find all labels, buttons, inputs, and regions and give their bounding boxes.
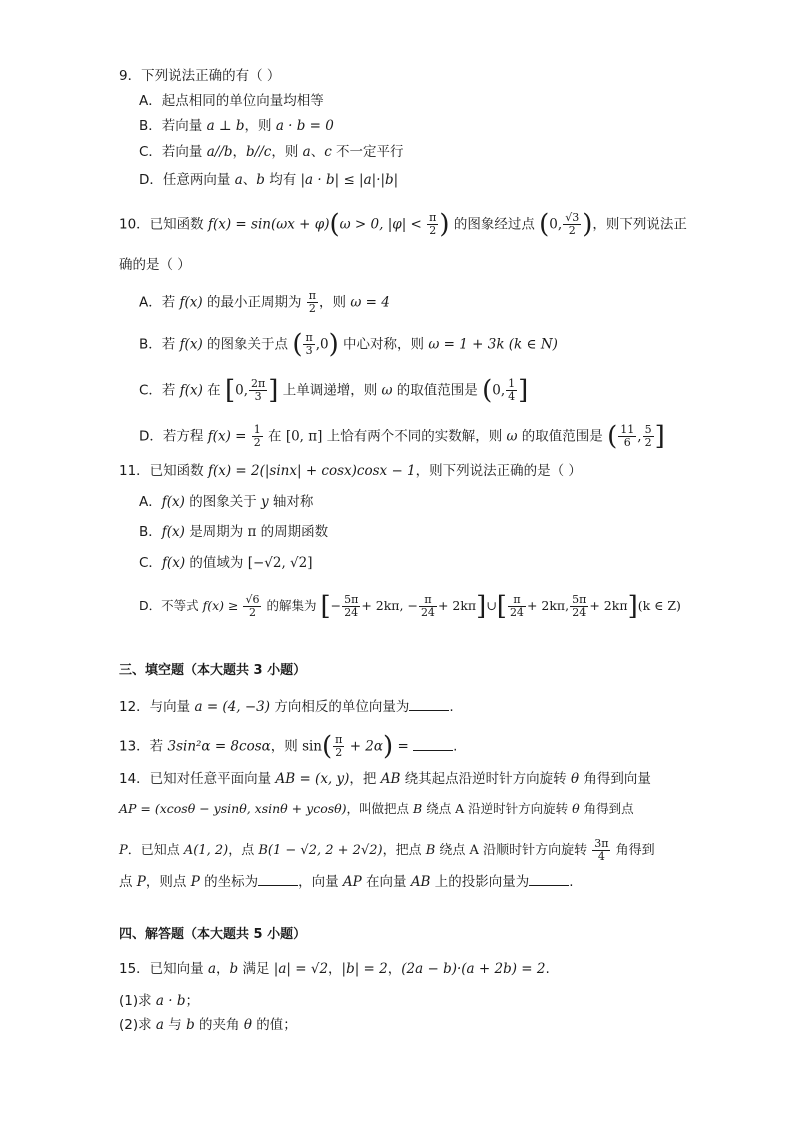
5-over-2-fraction: $\frac{5}{2}$	[644, 423, 652, 449]
q12: 12．与向量 a = (4, −3) 方向相反的单位向量为 .	[119, 696, 454, 716]
q10-option-c: C．若 f(x) 在 [0, $\frac{2\pi}{3}$ ] 上单调递增，则 ω 的取值范围是 (0, $\frac{1}{4}$ ]	[139, 375, 529, 406]
5pi-over-24-fraction: $\frac{5\pi}{24}$	[572, 593, 587, 619]
pi-over-3-fraction: $\frac{\pi}{3}$	[305, 331, 313, 357]
q9-option-b: B．若向量 a ⊥ b，则 a · b = 0	[139, 118, 334, 134]
q10-option-b: B．若 f(x) 的图象关于点 ( $\frac{\pi}{3}$ ,0) 中心对称，则 ω = 1 + 3k (k ∈ N)	[139, 329, 558, 360]
pi-over-24-fraction: $\frac{\pi}{24}$	[420, 593, 435, 619]
pi-over-2-fraction: $\frac{\pi}{2}$	[308, 289, 317, 315]
q11-option-b: B．f(x) 是周期为 π 的周期函数	[139, 524, 329, 540]
q11-option-d: D．不等式 f(x) ≥ $\frac{√6}{2}$ 的解集为 [− $\frac{5\pi}{24}$ + 2kπ, − $\frac{\pi}{24}$ + 2kπ]∪[ $\frac{\pi}{24}$ + 2kπ, $\frac{5\pi}{24}$ + 2kπ](k ∈ Z)	[139, 591, 681, 622]
11-over-6-fraction: $\frac{11}{6}$	[620, 423, 635, 449]
5pi-over-24-fraction: $\frac{5\pi}{24}$	[344, 593, 359, 619]
q11-option-c: C．f(x) 的值域为 [−√2, √2]	[139, 555, 313, 571]
1-over-4-fraction: $\frac{1}{4}$	[508, 377, 516, 403]
1-over-2-fraction: $\frac{1}{2}$	[253, 423, 261, 449]
q14-line2: AP = (xcosθ − ysinθ, xsinθ + ycosθ)，叫做把点 B 绕点 A 沿逆时针方向旋转 θ 角得到点	[119, 801, 634, 816]
answer-blank[interactable]	[413, 736, 453, 751]
q9-option-c: C．若向量 a//b，b//c，则 a、c 不一定平行	[139, 144, 404, 160]
q9-stem: 9．下列说法正确的有（ ）	[119, 68, 281, 84]
answer-blank[interactable]	[258, 871, 298, 886]
q11-stem: 11．已知函数 f(x) = 2(|sinx| + cosx)cosx − 1，则下列说法正确的是（ ）	[119, 463, 582, 479]
q14-line4: 点 P，则点 P 的坐标为 ，向量 AP 在向量 AB 上的投影向量为 .	[119, 871, 574, 891]
sqrt3-over-2-fraction: $\frac{√3}{2}$	[565, 211, 580, 237]
answer-blank[interactable]	[409, 696, 449, 711]
3pi-over-4-fraction: $\frac{3\pi}{4}$	[594, 837, 609, 863]
section-3-heading: 三、填空题（本大题共 3 小题）	[119, 663, 307, 678]
sqrt6-over-2-fraction: $\frac{√6}{2}$	[245, 593, 260, 619]
answer-blank[interactable]	[529, 871, 569, 886]
q10-option-a: A．若 f(x) 的最小正周期为 $\frac{\pi}{2}$ ，则 ω = 4	[139, 289, 390, 315]
q11-option-a: A．f(x) 的图象关于 y 轴对称	[139, 494, 314, 510]
pi-over-2-fraction: $\frac{\pi}{2}$	[335, 733, 343, 759]
q14-line3: P．已知点 A(1, 2)，点 B(1 − √2, 2 + 2√2)，把点 B 绕点 A 沿顺时针方向旋转 $\frac{3\pi}{4}$ 角得到	[119, 837, 655, 863]
q10-stem: 10．已知函数 f(x) = sin(ωx + φ)(ω > 0, |φ| < $\frac{\pi}{2}$ ) 的图象经过点 (0, $\frac{√3}{2}$ )，则下列说法正	[119, 209, 687, 240]
q9-option-a: A．起点相同的单位向量均相等	[139, 93, 324, 109]
q15-part1: (1)求 a · b；	[119, 993, 199, 1009]
q10-option-d: D．若方程 f(x) = $\frac{1}{2}$ 在 [0, π] 上恰有两个不同的实数解，则 ω 的取值范围是 ( $\frac{11}{6}$ , $\frac{5}{2}$ ]	[139, 421, 665, 452]
q9-option-d: D．任意两向量 a、b 均有 |a · b| ≤ |a|·|b|	[139, 172, 399, 188]
pi-over-2-fraction: $\frac{\pi}{2}$	[429, 211, 437, 237]
q15-stem: 15．已知向量 a，b 满足 |a| = √2，|b| = 2，(2a − b)·(a + 2b) = 2.	[119, 961, 550, 977]
section-4-heading: 四、解答题（本大题共 5 小题）	[119, 927, 307, 942]
q14-line1: 14．已知对任意平面向量 AB = (x, y)，把 AB 绕其起点沿逆时针方向旋转 θ 角得到向量	[119, 771, 651, 787]
q15-part2: (2)求 a 与 b 的夹角 θ 的值；	[119, 1017, 297, 1033]
2pi-over-3-fraction: $\frac{2\pi}{3}$	[251, 377, 266, 403]
pi-over-24-fraction: $\frac{\pi}{24}$	[509, 593, 524, 619]
q10-stem-line2: 确的是（ ）	[119, 257, 191, 273]
q13: 13．若 3sin²α = 8cosα，则 sin( $\frac{\pi}{2}$ + 2α) = .	[119, 731, 458, 762]
